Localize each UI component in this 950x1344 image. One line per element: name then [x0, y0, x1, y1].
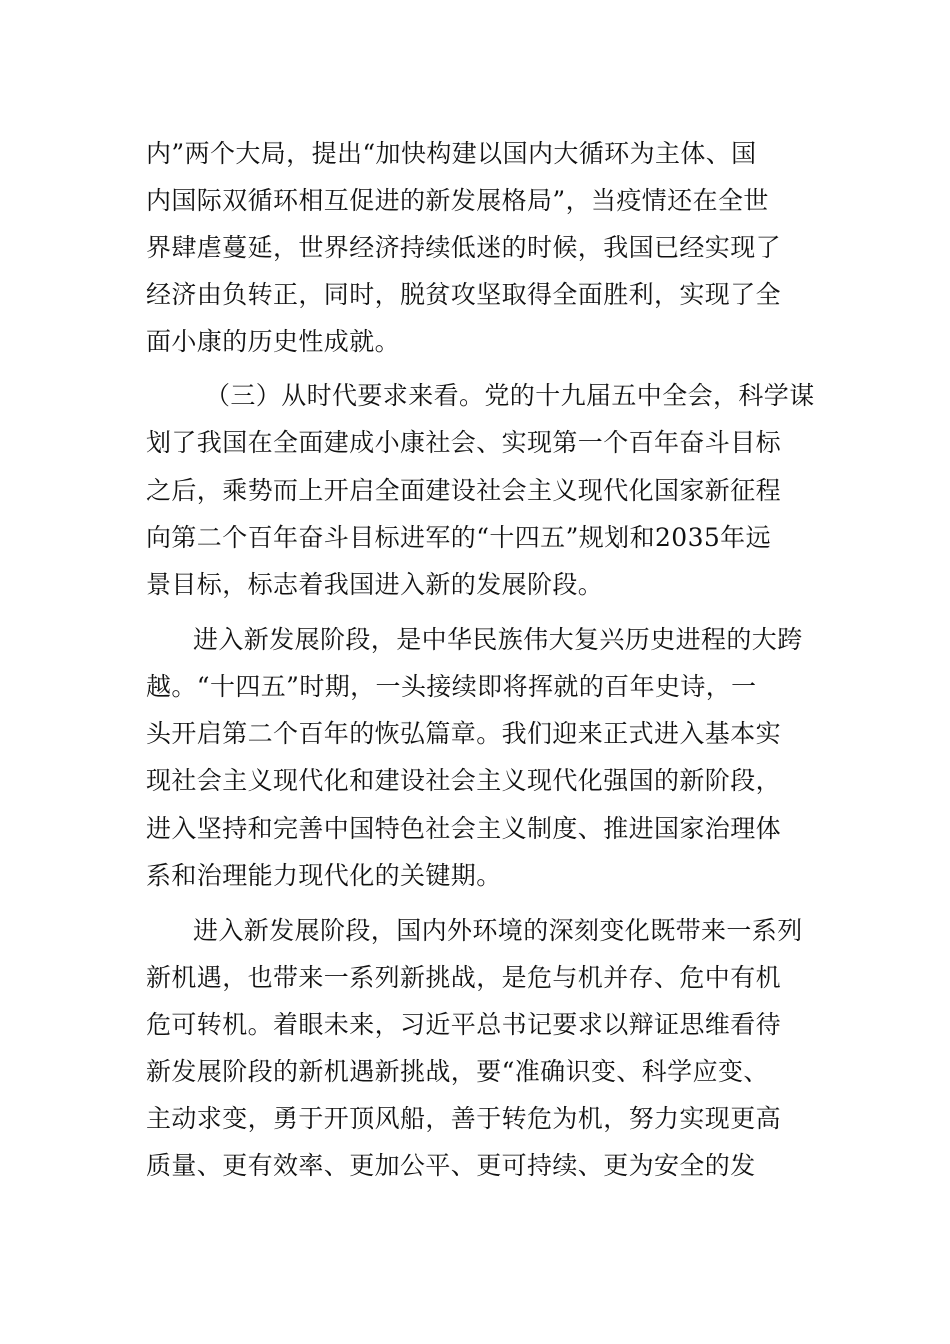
text-line: 面小康的历史性成就。	[146, 327, 401, 356]
text-line: 主动求变，勇于开顶风船，善于转危为机，努力实现更高	[146, 1104, 782, 1133]
text-line: 系和治理能力现代化的关键期。	[146, 861, 502, 890]
text-line: 内国际双循环相互促进的新发展格局”，当疫情还在全世	[146, 186, 769, 215]
text-line: 界肆虐蔓延，世界经济持续低迷的时候，我国已经实现了	[146, 233, 782, 262]
text-line: 质量、更有效率、更加公平、更可持续、更为安全的发	[146, 1151, 756, 1180]
text-line: 越。“十四五”时期，一头接续即将挥就的百年史诗，一	[146, 672, 757, 701]
text-line: 经济由负转正，同时，脱贫攻坚取得全面胜利，实现了全	[146, 280, 782, 309]
text-line: 进入坚持和完善中国特色社会主义制度、推进国家治理体	[146, 814, 782, 843]
text-line: 之后，乘势而上开启全面建设社会主义现代化国家新征程	[146, 476, 782, 505]
text-line: 景目标，标志着我国进入新的发展阶段。	[146, 570, 604, 599]
text-line: 划了我国在全面建成小康社会、实现第一个百年奋斗目标	[146, 428, 782, 457]
text-line: 新机遇，也带来一系列新挑战，是危与机并存、危中有机	[146, 963, 782, 992]
paragraph-start-line: 进入新发展阶段，国内外环境的深刻变化既带来一系列	[193, 916, 803, 945]
text-line: 头开启第二个百年的恢弘篇章。我们迎来正式进入基本实	[146, 719, 782, 748]
paragraph-start-line: 进入新发展阶段，是中华民族伟大复兴历史进程的大跨	[193, 625, 803, 654]
text-line: 危可转机。着眼未来，习近平总书记要求以辩证思维看待	[146, 1010, 782, 1039]
section-heading-line: （三）从时代要求来看。党的十九届五中全会，科学谋	[205, 381, 815, 410]
text-line: 向第二个百年奋斗目标进军的“十四五”规划和2035年远	[146, 523, 771, 552]
text-line: 内”两个大局，提出“加快构建以国内大循环为主体、国	[146, 139, 757, 168]
text-line: 现社会主义现代化和建设社会主义现代化强国的新阶段，	[146, 766, 782, 795]
text-line: 新发展阶段的新机遇新挑战，要“准确识变、科学应变、	[146, 1057, 769, 1086]
